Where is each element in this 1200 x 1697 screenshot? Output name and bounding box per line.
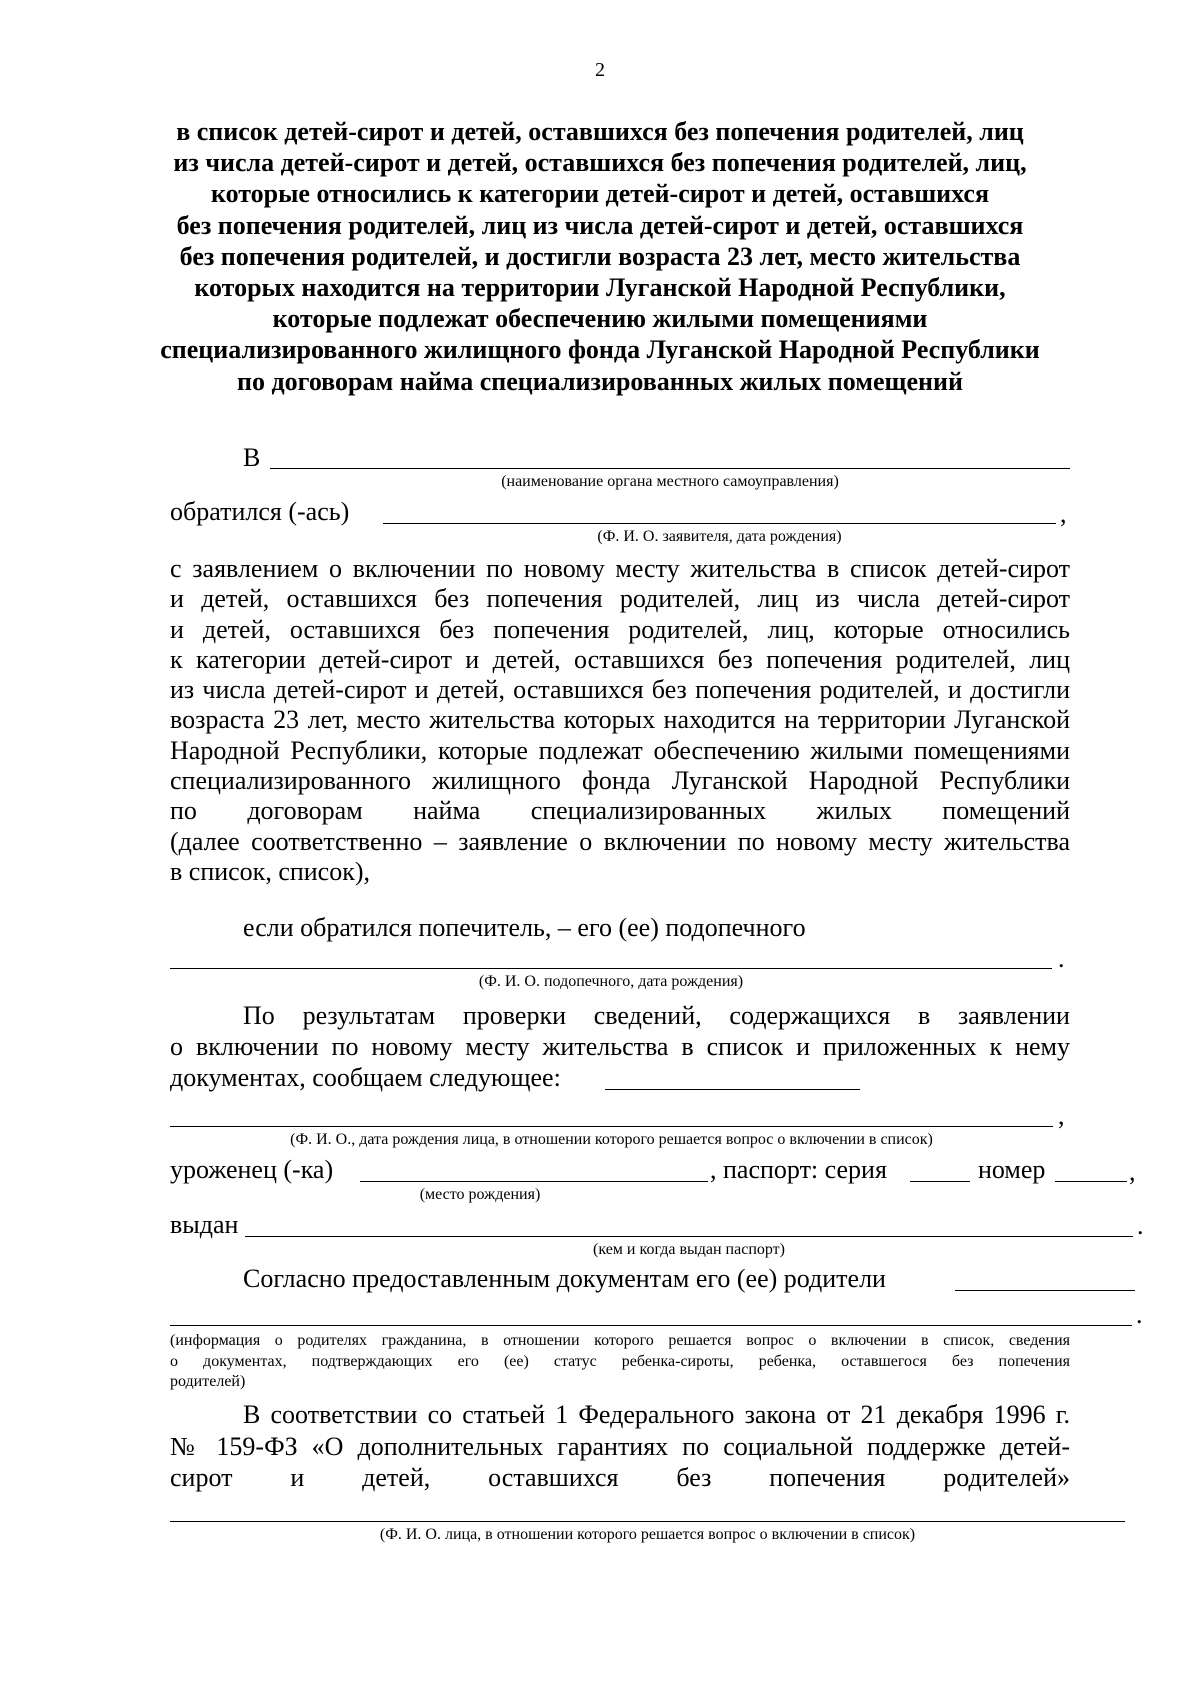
- field-in-blank[interactable]: [270, 468, 1070, 469]
- law-word: без: [676, 1463, 712, 1492]
- birthplace-blank[interactable]: [360, 1181, 708, 1182]
- title-line: которые подлежат обеспечению жилыми помещениями: [272, 304, 928, 334]
- title-line: которые относились к категории детей-сирот и детей, оставшихся: [210, 179, 990, 209]
- statement-line: и детей, оставшихся без попечения родителей, лиц из числа детей-сирот: [170, 584, 1070, 614]
- parents-caption: [170, 1331, 1070, 1393]
- ward-caption: (Ф. И. О. подопечного, дата рождения): [478, 973, 744, 990]
- statement-line: к категории детей-сирот и детей, оставшихся без попечения родителей, лиц: [170, 644, 1070, 674]
- statement-line: и детей, оставшихся без попечения родителей, лиц, которые относились: [170, 614, 1070, 644]
- title-line: без попечения родителей, и достигли возраста 23 лет, место жительства: [179, 241, 1021, 271]
- results-line-text: о включении по новому месту жительства в список и приложенных к нему: [170, 1032, 1070, 1061]
- passport-series-label: , паспорт: серия: [710, 1155, 887, 1184]
- law-line-text: № 159-ФЗ «О дополнительных гарантиях по социальной поддержке детей-: [170, 1432, 1070, 1461]
- passport-number-blank[interactable]: [1055, 1181, 1127, 1182]
- field-in-prefix: В: [243, 443, 261, 472]
- passport-series-blank[interactable]: [910, 1181, 970, 1182]
- statement-line: специализированного жилищного фонда Луганской Народной Республики: [170, 766, 1070, 796]
- parents-caption-line: (информация о родителях гражданина, в отношении которого решается вопрос о включении в список, сведения: [170, 1332, 1070, 1349]
- issued-suffix: .: [1137, 1211, 1144, 1240]
- results-word: в: [917, 1001, 931, 1030]
- passport-number-label: номер: [978, 1155, 1046, 1184]
- statement-line: по договорам найма специализированных жилых помещений: [170, 796, 1070, 826]
- ward-blank[interactable]: [170, 968, 1052, 969]
- law-word: сирот: [170, 1463, 233, 1492]
- law-line: [243, 1400, 1070, 1430]
- passport-suffix: ,: [1129, 1157, 1136, 1186]
- final-caption: (Ф. И. О. лица, в отношении которого решается вопрос о включении в список): [379, 1526, 916, 1543]
- statement-paragraph: [170, 554, 1070, 887]
- law-word: попечения: [769, 1463, 886, 1492]
- law-word: родителей»: [943, 1463, 1070, 1492]
- title-line: в список детей-сирот и детей, оставшихся без попечения родителей, лиц: [176, 117, 1024, 146]
- parents-caption-line: о документах, подтверждающих его (ее) статус ребенка-сироты, ребенка, оставшегося без попечения: [170, 1352, 1070, 1370]
- results-line: документах, сообщаем следующее:: [170, 1063, 561, 1092]
- results-word: сведений,: [593, 1001, 702, 1030]
- field-applied-caption: (Ф. И. О. заявителя, дата рождения): [597, 528, 842, 545]
- person-caption: (Ф. И. О., дата рождения лица, в отношении которого решается вопрос о включении в список): [290, 1131, 933, 1148]
- results-word: проверки: [462, 1001, 566, 1030]
- issued-blank[interactable]: [245, 1236, 1133, 1237]
- law-last-line: [170, 1463, 1070, 1493]
- person-blank[interactable]: [170, 1126, 1053, 1127]
- birthplace-caption: (место рождения): [419, 1186, 541, 1203]
- statement-line: Народной Республики, которые подлежат обеспечению жилыми помещениями: [170, 735, 1070, 765]
- parents-blank[interactable]: [170, 1325, 1132, 1326]
- document-title: [150, 116, 1050, 397]
- statement-line: с заявлением о включении по новому месту жительства в список детей-сирот: [170, 554, 1070, 583]
- statement-line: в список, список),: [170, 856, 371, 886]
- results-word: содержащихся: [729, 1001, 891, 1030]
- results-word: заявлении: [958, 1001, 1070, 1030]
- field-applied-blank[interactable]: [383, 523, 1056, 524]
- law-line: [170, 1432, 1070, 1462]
- results-word: результатам: [302, 1001, 436, 1030]
- title-line: которых находится на территории Луганской Народной Республики,: [194, 273, 1006, 303]
- ward-suffix: .: [1058, 944, 1065, 973]
- guardian-line: если обратился попечитель, – его (ее) подопечного: [243, 913, 806, 942]
- results-line: [243, 1001, 1070, 1031]
- field-applied-suffix: ,: [1060, 499, 1067, 528]
- birthplace-prefix: уроженец (-ка): [170, 1155, 334, 1184]
- parents-suffix: .: [1136, 1300, 1143, 1329]
- results-word: По: [243, 1001, 275, 1030]
- title-line: из числа детей-сирот и детей, оставшихся без попечения родителей, лиц,: [173, 148, 1027, 178]
- statement-line: из числа детей-сирот и детей, оставшихся без попечения родителей, и достигли: [170, 675, 1070, 705]
- page-number: 2: [595, 59, 605, 81]
- law-word: оставшихся: [488, 1463, 619, 1492]
- statement-line: возраста 23 лет, место жительства которых находится на территории Луганской: [170, 705, 1070, 735]
- parents-caption-line: родителей): [170, 1373, 246, 1390]
- person-suffix: ,: [1058, 1101, 1065, 1130]
- issued-prefix: выдан: [170, 1210, 239, 1239]
- law-word: и: [290, 1463, 305, 1492]
- results-blank[interactable]: [605, 1089, 860, 1090]
- issued-caption: (кем и когда выдан паспорт): [592, 1241, 785, 1258]
- results-line: [170, 1032, 1070, 1062]
- law-line-text: В соответствии со статьей 1 Федерального закона от 21 декабря 1996 г.: [243, 1400, 1070, 1429]
- title-line: по договорам найма специализированных жилых помещений: [237, 366, 963, 396]
- law-word: детей,: [362, 1463, 431, 1492]
- title-line: без попечения родителей, лиц из числа детей-сирот и детей, оставшихся: [176, 210, 1024, 240]
- field-applied-prefix: обратился (-ась): [170, 497, 350, 526]
- field-in-caption: (наименование органа местного самоуправления): [501, 473, 839, 490]
- title-line: специализированного жилищного фонда Луганской Народной Республики: [160, 335, 1040, 365]
- statement-line: (далее соответственно – заявление о включении по новому месту жительства: [170, 826, 1070, 856]
- parents-blank-inline[interactable]: [955, 1290, 1135, 1291]
- parents-line: Согласно предоставленным документам его (ее) родители: [243, 1264, 886, 1293]
- final-blank[interactable]: [170, 1521, 1125, 1522]
